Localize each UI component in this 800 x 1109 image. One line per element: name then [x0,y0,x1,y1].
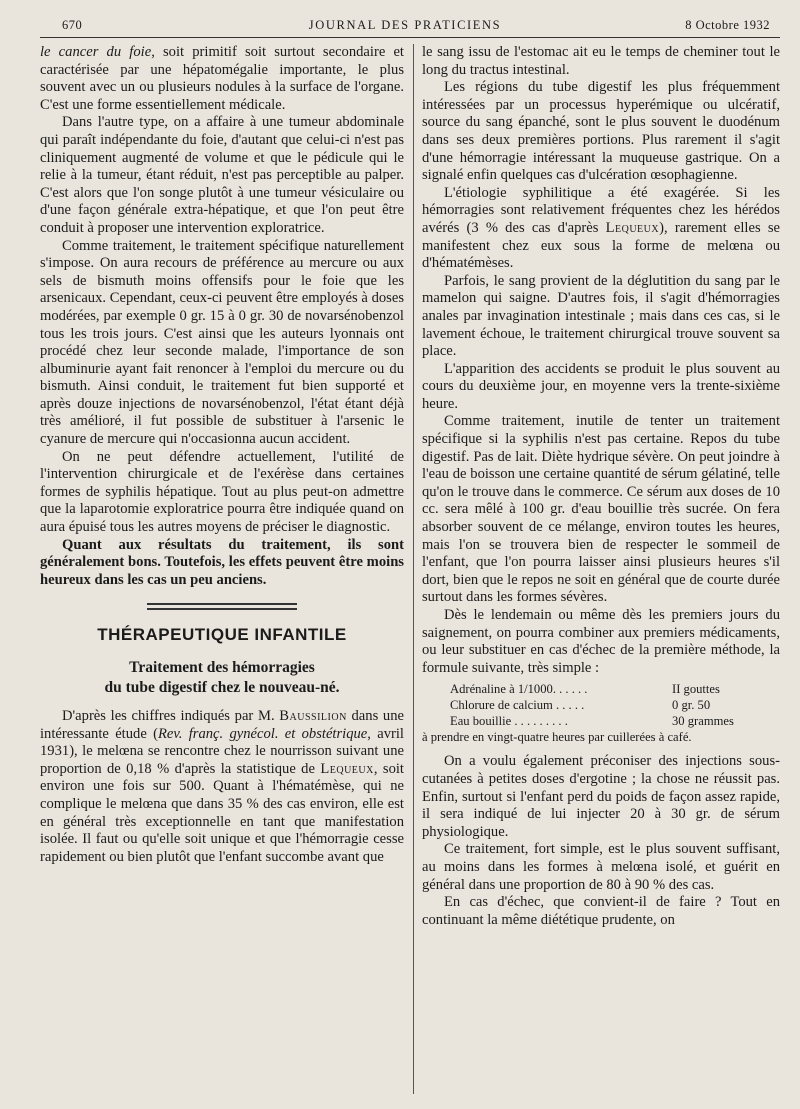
paragraph [422,185,780,273]
paragraph-text: , soit primitif soit surtout secondaire et caractérisée par une hépatomégalie importante, le plus souvent avec un ou plusieurs nodules à la surface de l'organe. C'est une forme essentiellement médicale. [40,44,404,113]
paragraph-text: ), rarement elles se manifestent chez eux sous la forme de melœna ou d'hématémèses. [422,219,780,272]
right-column [422,44,780,929]
article-title-line: Traitement des hémorragies [129,659,315,676]
ingredient: Chlorure de calcium . . . . . [450,698,585,713]
ingredient: Eau bouillie . . . . . . . . . [450,714,568,729]
article-title [40,658,404,698]
dose: II gouttes [672,682,720,697]
paragraph: Quant aux résultats du traitement, ils sont généralement bons. Toutefois, les effets peuvent être moins heureux dans les cas un peu anciens. [40,536,404,588]
author-name: Lequeux [605,219,660,236]
page-number: 670 [62,18,83,32]
paragraph: le sang issu de l'estomac ait eu le temps de cheminer tout le long du tractus intestinal. [422,44,780,78]
paragraph: On a voulu également préconiser des injections sous-cutanées à petites doses d'ergotine ; la chose ne réussit pas. Enfin, surtout si l'enfant perd du poids de façon assez rapide, il sera indiqué de lui injecter 20 à 30 gr. de sérum physiologique. [422,753,780,840]
article-title-line: du tube digestif chez le nouveau-né. [104,679,340,696]
section-heading: THÉRAPEUTIQUE INFANTILE [97,625,347,645]
journal-citation: Rev. franç. gynécol. et obstétrique [157,725,368,742]
ingredient: Adrénaline à 1/1000. . . . . . [450,682,588,697]
header-rule [40,37,780,38]
author-name: Lequeux [320,760,374,777]
paragraph-text: D'après les chiffres indiqués par M. [62,708,280,724]
paragraph: Comme traitement, le traitement spécifique naturellement s'impose. On aura recours de préférence au mercure ou aux sels de bismuth moins offensifs pour le foie que les arsenicaux. Cependant, ceux-ci peuvent être employés à doses modérées, par exemple 0 gr. 15 à 0 gr. 30 de novarsénobenzol tous les trois jours. C'est ainsi que les auteurs lyonnais ont procédé chez leur seconde malade, l'importance de son albuminurie ayant fait renoncer à l'emploi du mercure ou du bismuth. Ainsi conduit, le traitement fut bien supporté et après douze injections de novarsénobenzol, l'état étant déjà très amélioré, il fut possible de substituer à l'arsenic le cyanure de mercure qui n'occasionna aucun accident. [40,237,404,448]
paragraph: En cas d'échec, que convient-il de faire ? Tout en continuant la même diététique prudente, on [422,894,780,928]
paragraph-text: L'étiologie syphilitique a été exagérée. Si les hémorragies sont relativement fréquentes chez les hérédos avérés (3 % des cas d'après [422,184,780,236]
issue-date: 8 Octobre 1932 [685,18,770,32]
prescription-note: à prendre en vingt-quatre heures par cuillerées à café. [422,730,692,745]
column-divider [413,44,414,1094]
paragraph [40,44,404,114]
paragraph: Dans l'autre type, on a affaire à une tumeur abdominale qui paraît indépendante du foie, d'autant que celui-ci n'est pas cliniquement augmenté de volume et que le pédicule qui le relie à la tumeur, étant réduit, n'est pas perceptible au palper. C'est alors que l'on songe plutôt à une tumeur vésiculaire ou d'une façon générale extra-hépatique, et que l'on peut être conduit à proposer une intervention exploratrice. [40,114,404,236]
paragraph-text: , avril 1931), le melœna se rencontre chez le nourrisson suivant une proportion de 0,18 % d'après la statistique de [40,725,404,777]
paragraph-text: , soit environ une fois sur 500. Quant à l'hématémèse, qui ne complique le melœna que dans 35 % des cas environ, elle est en général très exceptionnelle en tant que manifestation isolée. Il faut ou qu'elle soit unique et que l'hémorragie cesse rapidement ou bien plutôt que l'enfant succombe avant que [40,760,404,865]
paragraph: On ne peut défendre actuellement, l'utilité de l'intervention chirurgicale et de l'exérèse dans certaines formes de syphilis hépatique. Tout au plus peut-on admettre que la laparotomie exploratrice pourra être indiquée quand on aura épuisé tous les autres moyens de préciser le diagnostic. [40,448,404,536]
paragraph [40,708,404,866]
dose: 0 gr. 50 [672,698,711,713]
prescription-row [422,713,780,729]
paragraph: Les régions du tube digestif les plus fréquemment intéressées par un processus hyperémique ou ulcératif, source du sang épanché, sont le plus souvent le duodénum dans ses deux premières portions. Plus rarement il s'agit d'une hémorragie intéressant la muqueuse gastrique. On a signalé enfin quelques cas d'ulcération œsophagienne. [422,79,780,184]
paragraph-text: dans une intéressante étude ( [40,708,405,742]
paragraph: Comme traitement, inutile de tenter un traitement spécifique si la syphilis n'est pas certaine. Repos du tube digestif. Pas de lait. Diète hydrique sévère. On peut joindre à l'eau de boisson une certaine quantité de sérum gélatiné, telle qu'on le trouve dans le commerce. Ce sérum aux doses de 10 cc. sera mêlé à 100 gr. d'eau bouillie très sucrée. On fera absorber souvent de ce mélange, environ toutes les heures, mais l'on se trouvera bien de respecter le sommeil de l'enfant, que l'on pourra laisser ainsi plusieurs heures s'il dort, bien que le repos ne soit en général que de courte durée surtout dans les formes sévères. [422,413,780,606]
paragraph: Parfois, le sang provient de la déglutition du sang par le mamelon qui saigne. D'autres fois, il s'agit d'hémorragies anales par invagination intestinale ; mais dans ces cas, si le lavement échoue, le traitement chirurgical trouve souvent sa place. [422,272,780,360]
author-name: Baussilion [279,708,347,724]
left-column [40,44,404,866]
prescription-row [422,697,780,713]
paragraph: Ce traitement, fort simple, est le plus souvent suffisant, au moins dans les formes à melœna isolé, et guérit en général dans une proportion de 80 à 90 % des cas. [422,841,780,893]
italic-phrase: le cancer du foie [40,44,152,60]
section-separator [147,603,297,610]
prescription-formula [422,681,780,745]
journal-title: JOURNAL DES PRATICIENS [308,18,502,32]
dose: 30 grammes [672,714,734,729]
prescription-row [422,681,780,697]
paragraph: Dès le lendemain ou même dès les premiers jours du saignement, on pourra combiner aux premiers médicaments, ou leur substituer en cas d'échec de la première méthode, la formule suivante, très simple : [422,607,780,676]
paragraph: L'apparition des accidents se produit le plus souvent au cours du deuxième jour, en moyenne vers la trente-sixième heure. [422,360,780,412]
